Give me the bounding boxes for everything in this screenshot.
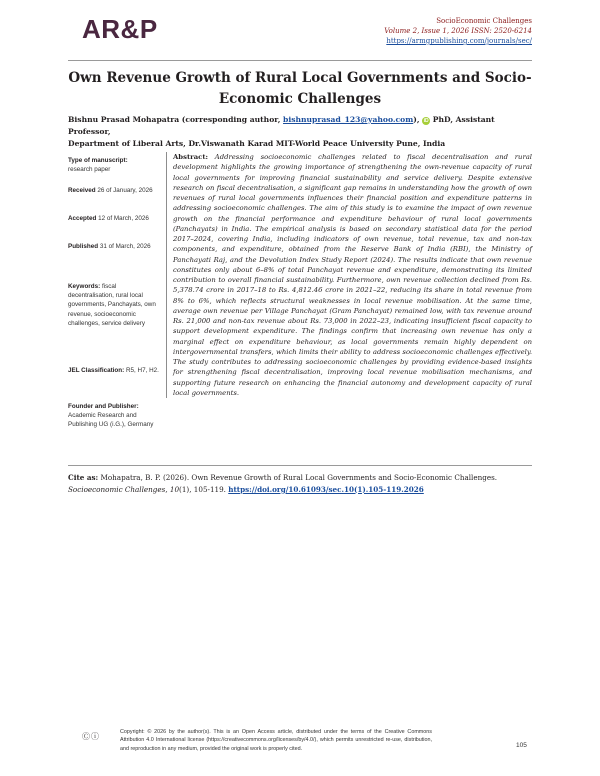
published-date [68,242,162,251]
abstract-label: Abstract: [173,153,209,161]
page-number: 105 [516,742,527,749]
citation-divider [68,465,532,466]
citation [68,472,538,495]
author-name: Bishnu Prasad Mohapatra (corresponding author, [68,115,284,124]
jel-classification [68,366,162,375]
doi-link[interactable]: https://doi.org/10.61093/sec.10(1).105-119.2026 [228,484,424,494]
license-text: Copyright: © 2026 by the author(s). This is an Open Access article, distributed under the terms of the Creative Commons Attribution 4.0 International license (https://creativecommons.org/licenses/by/4.0/), which permits unrestricted re-use, distribution, and reproduction in any medium, provided the original work is properly cited. [120,729,432,752]
author-block [68,114,538,150]
published-value: 31 of March, 2026 [99,243,151,250]
type-label: Type of manuscript: [68,157,128,164]
jel-value: R5, H7, H2. [125,367,159,374]
published-label: Published [68,243,99,250]
header-divider [68,60,532,61]
cc-by-icon: Ⓒⓘ [82,732,100,741]
accepted-date [68,214,162,223]
manuscript-type [68,156,162,174]
cite-issue: (1), 105-119. [179,484,229,494]
journal-url-link[interactable]: https://armgpublishing.com/journals/sec/ [386,37,532,45]
author-degree: PhD, Assistant Professor, [68,115,495,136]
cite-journal: Socioeconomic Challenges, 10 [68,484,180,494]
founder-value: Academic Research and Publishing UG (i.G.), Germany [68,412,154,429]
author-affiliation: Department of Liberal Arts, Dr.Viswanath Karad MIT-World Peace University Pune, India [68,139,446,148]
received-label: Received [68,187,96,194]
article-title: Own Revenue Growth of Rural Local Governments and Socio-Economic Challenges [68,70,532,107]
type-value: research paper [68,166,111,174]
journal-info [384,16,532,46]
accepted-value: 12 of March, 2026 [98,215,149,222]
page-header [0,0,600,60]
volume-issn: Volume 2, Issue 1, 2026 ISSN: 2520-6214 [384,27,532,35]
journal-name: SocioEconomic Challenges [436,17,532,25]
author-email-link[interactable]: bishnuprasad_123@yahoo.com [283,115,414,124]
founder-publisher [68,402,162,430]
keywords-value: fiscal decentralisation, rural local governments, Panchayats, own revenue, socioeconomic challenges, service delivery [68,283,156,327]
orcid-icon[interactable]: iD [423,118,429,124]
cite-label: Cite as: [68,473,99,482]
publisher-logo: AR&P [82,14,158,44]
received-date [68,186,162,195]
keywords-label: Keywords: [68,283,101,290]
received-value: 26 of January, 2026 [97,187,153,194]
author-close: ), [413,115,420,124]
jel-label: JEL Classification: [68,367,125,374]
accepted-label: Accepted [68,215,97,222]
abstract-text: Addressing socioeconomic challenges related to fiscal decentralisation and rural development highlights the growing importance of strengthening the own-revenue capacity of rural local governments for improving financial sustainability and service delivery. Despite extensive research on fiscal decentralisation, a significant gap remains in understanding how the growth of own revenues of rural local governments influences their financial position and expenditure patterns in addressing socioeconomic challenges. The aim of this study is to examine the impact of own revenue growth on the financial performance and expenditure behaviour of rural local governments (Panchayats) in India. The empirical analysis is based on secondary statistical data for the period 2017–2024, covering India, including indicators of own revenue, total revenue, tax and non-tax components, and expenditure, obtained from the Reserve Bank of India (RBI), the Ministry of Panchayati Raj, and the Devolution Index Study Report (2024). The results indicate that own revenue constitutes only about 6–8% of total Panchayat revenue and expenditure, demonstrating its limited contribution to overall financial sustainability. Furthermore, own revenue collection declined from Rs. 5,378.74 crore in 2017–18 to Rs. 4,812.46 crore in 2021–22, reducing its share in total revenue from 8% to 6%, which reflects structural weaknesses in local revenue mobilisation. At the same time, average own revenue per Village Panchayat (Gram Panchayat) remained low, with tax revenue around Rs. 21,000 and non-tax revenue about Rs. 73,000 in 2022–23, indicating insufficient fiscal capacity to support development expenditure. The findings confirm that increasing own revenue has only a marginal effect on expenditure behaviour, as local governments remain highly dependent on intergovernmental transfers, which limits their ability to address socioeconomic challenges effectively. The study contributes to addressing socioeconomic challenges by providing evidence-based insights for strengthening fiscal decentralisation, improving local revenue mobilisation mechanisms, and supporting future research on enhancing the financial autonomy and development capacity of rural local governments. [173,153,532,397]
cite-text: Mohapatra, B. P. (2026). Own Revenue Growth of Rural Local Governments and Socio-Economic Challenges. [98,473,498,482]
abstract [166,152,532,398]
keywords [68,282,162,328]
founder-label: Founder and Publisher: [68,403,139,410]
